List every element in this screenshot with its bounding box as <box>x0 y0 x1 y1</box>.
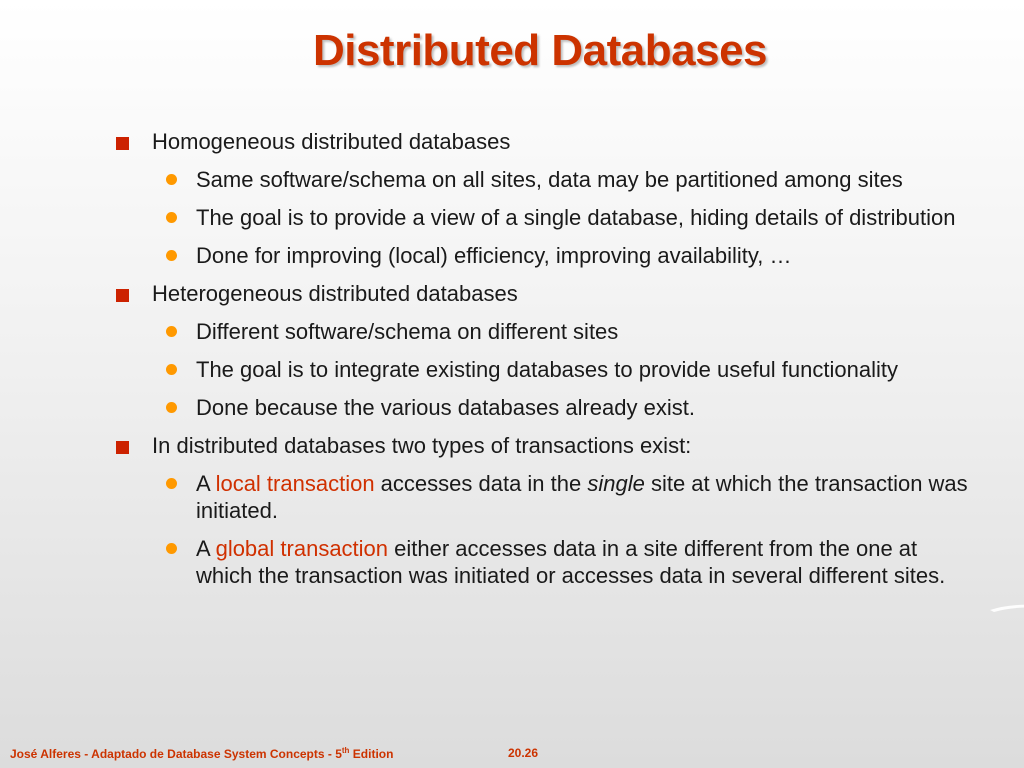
subbullet-text: Done for improving (local) efficiency, improving availability, … <box>196 243 792 268</box>
text-fragment: A <box>196 536 216 561</box>
bullet-text: In distributed databases two types of transactions exist: <box>152 433 692 458</box>
local-transaction-term: local transaction <box>215 471 375 496</box>
decorative-swoosh-icon <box>990 596 1024 626</box>
page-number: 20.26 <box>508 746 539 760</box>
subbullet-global-transaction <box>114 535 974 589</box>
bullet-text: Heterogeneous distributed databases <box>152 281 518 306</box>
slide-content <box>114 128 974 600</box>
slide-title: Distributed Databases <box>312 26 768 75</box>
subbullet <box>114 318 974 345</box>
footer-credit <box>10 746 393 761</box>
round-bullet-icon <box>166 326 177 337</box>
round-bullet-icon <box>166 174 177 185</box>
bullet-text: Homogeneous distributed databases <box>152 129 511 154</box>
subbullet-local-transaction <box>114 470 974 524</box>
round-bullet-icon <box>166 478 177 489</box>
round-bullet-icon <box>166 212 177 223</box>
square-bullet-icon <box>116 441 129 454</box>
text-fragment: site at which the transaction was initiated. <box>196 471 968 523</box>
round-bullet-icon <box>166 402 177 413</box>
subbullet-text: Done because the various databases already exist. <box>196 395 695 420</box>
subbullet-text: Same software/schema on all sites, data may be partitioned among sites <box>196 167 903 192</box>
round-bullet-icon <box>166 364 177 375</box>
footer-text-end: Edition <box>349 747 394 761</box>
bullet-heterogeneous <box>114 280 974 307</box>
round-bullet-icon <box>166 250 177 261</box>
subbullet-text: The goal is to provide a view of a single database, hiding details of distribution <box>196 205 956 230</box>
text-fragment: accesses data in the <box>374 471 588 496</box>
bullet-transactions <box>114 432 974 459</box>
subbullet <box>114 394 974 421</box>
footer-superscript: th <box>341 746 350 755</box>
subbullet <box>114 166 974 193</box>
subbullet-text: The goal is to integrate existing databases to provide useful functionality <box>196 357 898 382</box>
text-fragment: either accesses data in a site different from the one at which the transaction was initiated or accesses data in several different sites. <box>196 536 946 588</box>
square-bullet-icon <box>116 289 129 302</box>
subbullet <box>114 242 974 269</box>
global-transaction-term: global transaction <box>215 536 389 561</box>
subbullet-text: Different software/schema on different sites <box>196 319 619 344</box>
emphasis-single: single <box>587 471 645 496</box>
square-bullet-icon <box>116 137 129 150</box>
bullet-homogeneous <box>114 128 974 155</box>
footer-text: José Alferes - Adaptado de Database System Concepts - 5 <box>10 747 342 761</box>
subbullet <box>114 204 974 231</box>
round-bullet-icon <box>166 543 177 554</box>
text-fragment: A <box>196 471 216 496</box>
subbullet <box>114 356 974 383</box>
